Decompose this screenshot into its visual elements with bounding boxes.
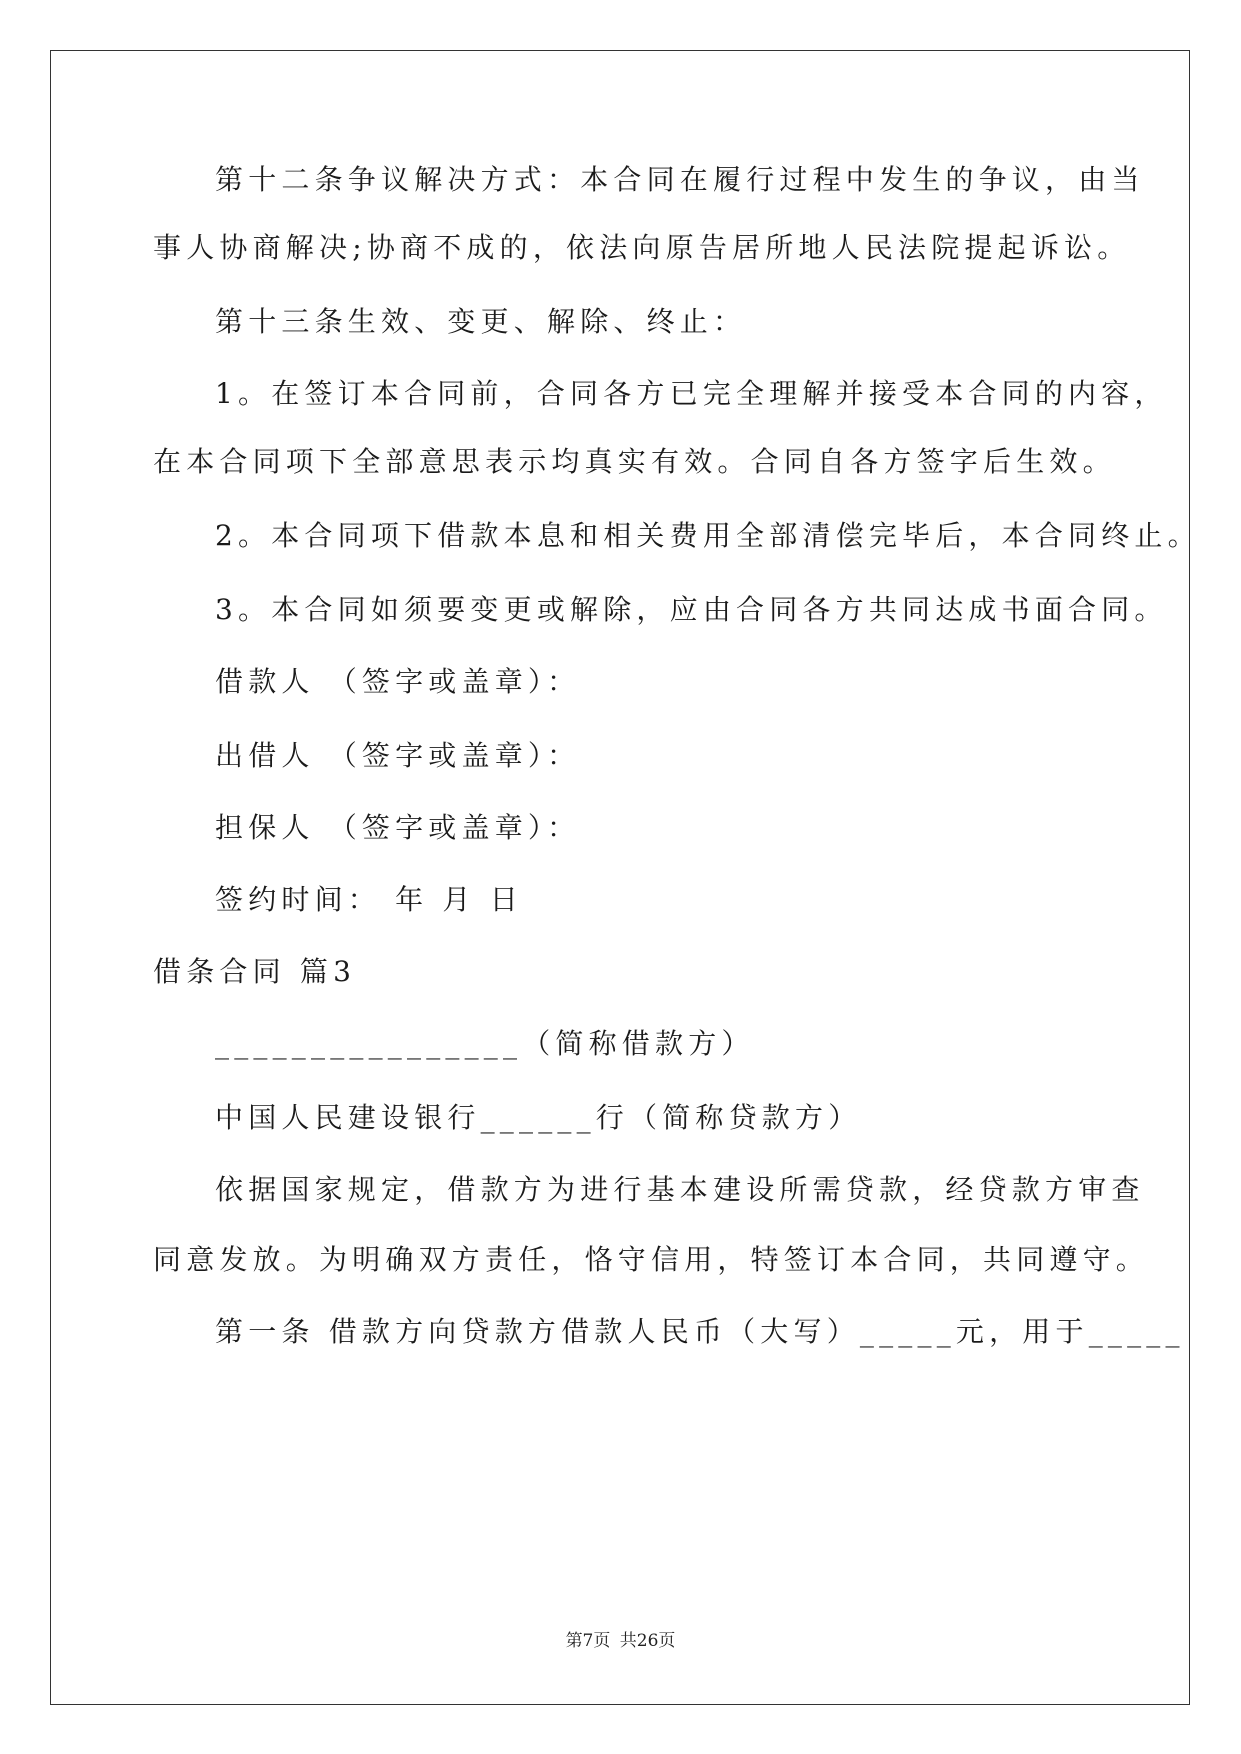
paragraph-line: 2。本合同项下借款本息和相关费用全部清偿完毕后，本合同终止。: [215, 519, 1201, 552]
paragraph-line: ________________（简称借款方）: [215, 1027, 755, 1060]
signature-line-borrower: 借款人 （签字或盖章）：: [215, 665, 581, 698]
paragraph-line: 第一条 借款方向贷款方借款人民币（大写）_____元，用于_____: [215, 1315, 1185, 1348]
paragraph-line: 依据国家规定，借款方为进行基本建设所需贷款，经贷款方审查: [215, 1173, 1145, 1206]
page-footer: [0, 1626, 1241, 1651]
section-heading: 借条合同 篇3: [153, 955, 357, 988]
total-pages: 共26页: [619, 1631, 676, 1651]
page-border: [50, 50, 1190, 1705]
paragraph-line: 事人协商解决;协商不成的，依法向原告居所地人民法院提起诉讼。: [153, 231, 1131, 264]
paragraph-line: 中国人民建设银行______行（简称贷款方）: [215, 1101, 862, 1134]
paragraph-line: 第十三条生效、变更、解除、终止：: [215, 305, 747, 338]
signing-date-line: 签约时间： 年 月 日: [215, 883, 523, 916]
paragraph-line: 同意发放。为明确双方责任，恪守信用，特签订本合同，共同遵守。: [153, 1243, 1150, 1276]
paragraph-line: 第十二条争议解决方式：本合同在履行过程中发生的争议，由当: [215, 163, 1145, 196]
signature-line-lender: 出借人 （签字或盖章）：: [215, 739, 581, 772]
page-number: 第7页: [565, 1631, 611, 1651]
signature-line-guarantor: 担保人 （签字或盖章）：: [215, 811, 581, 844]
paragraph-line: 3。本合同如须要变更或解除，应由合同各方共同达成书面合同。: [215, 593, 1168, 626]
paragraph-line: 在本合同项下全部意思表示均真实有效。合同自各方签字后生效。: [153, 445, 1116, 478]
paragraph-line: 1。在签订本合同前，合同各方已完全理解并接受本合同的内容，: [215, 377, 1168, 410]
